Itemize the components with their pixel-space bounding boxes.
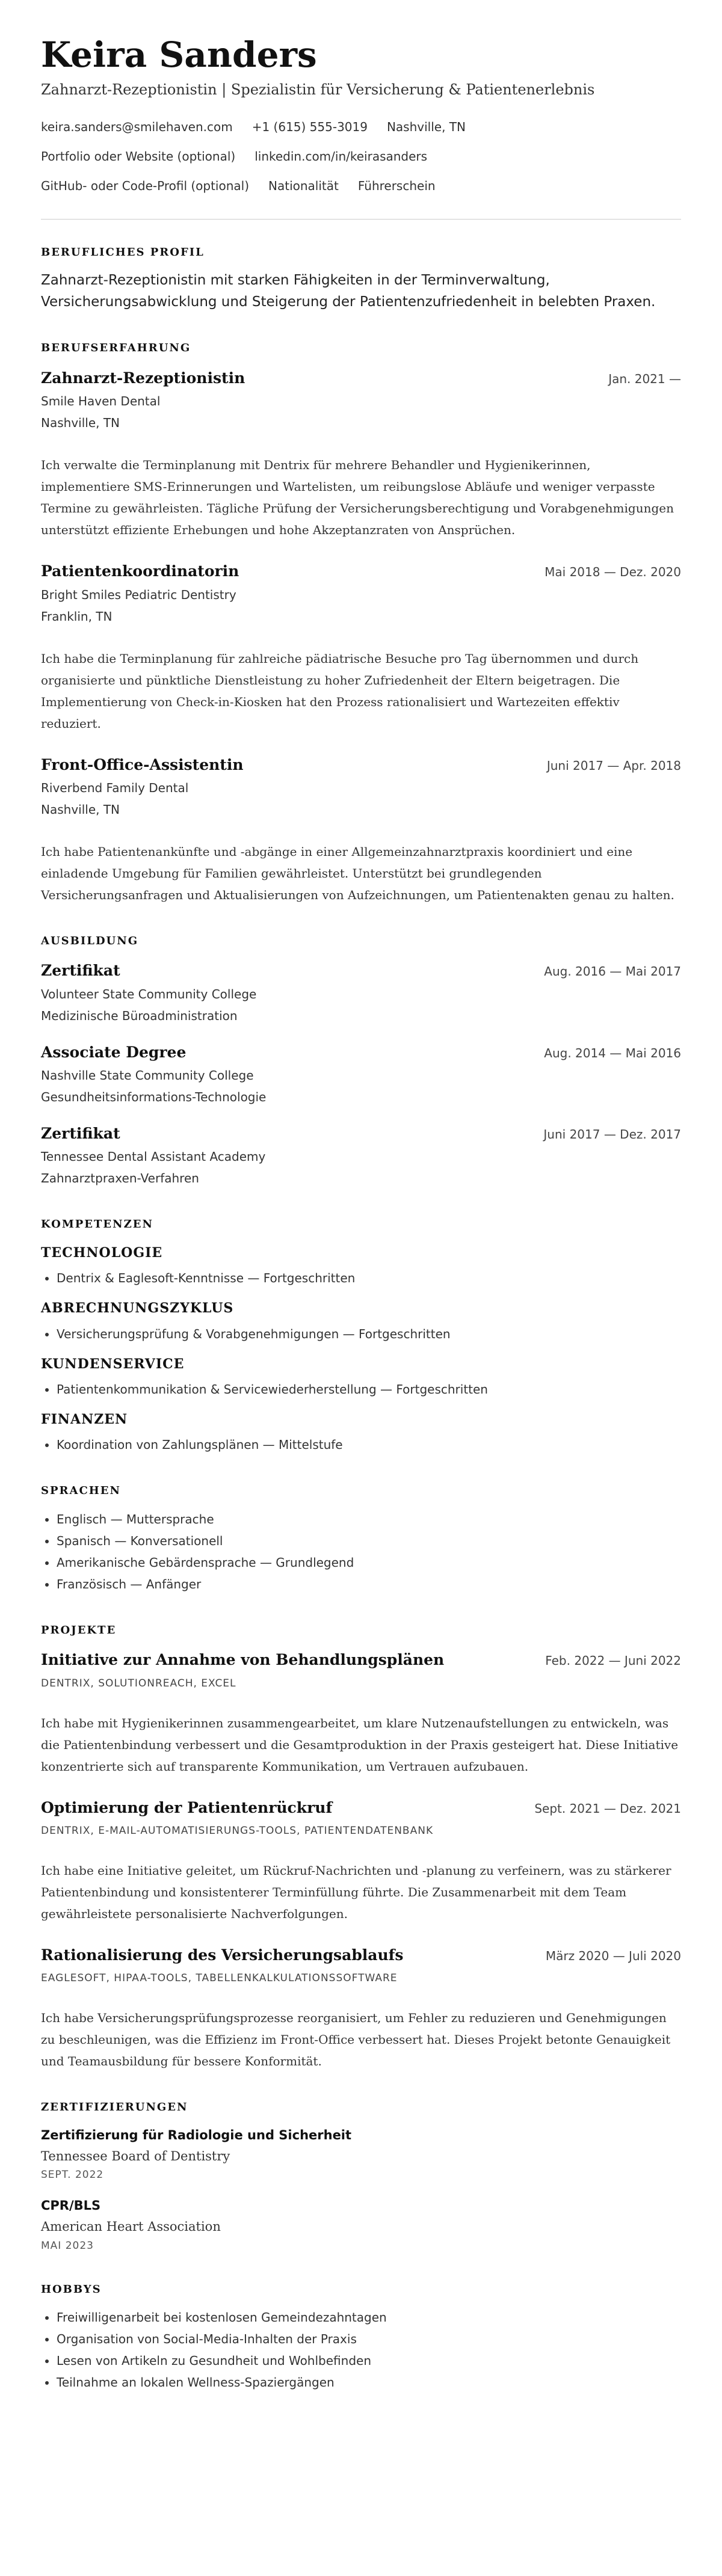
certifications-section [41, 2098, 681, 2254]
skill-item: • Koordination von Zahlungsplänen — Mittelstufe [57, 1434, 681, 1456]
candidate-name: Keira Sanders [41, 34, 317, 75]
school-name: Nashville State Community College [41, 1068, 254, 1083]
section-heading: BERUFSERFAHRUNG [41, 342, 191, 355]
certification-title: Zertifizierung für Radiologie und Sicherheit [41, 2128, 352, 2143]
degree-title: Associate Degree [41, 1043, 187, 1061]
education-entry [41, 958, 681, 1026]
project-dates: März 2020 — Juli 2020 [545, 1949, 681, 1964]
certification-date: MAI 2023 [41, 2239, 94, 2252]
certification-entry [41, 2125, 681, 2183]
hobby-item: • Organisation von Social-Media-Inhalten der Praxis [57, 2328, 681, 2350]
school-name: Volunteer State Community College [41, 986, 257, 1001]
job-company: Bright Smiles Pediatric Dentistry [41, 587, 236, 602]
section-heading: PROJEKTE [41, 1623, 117, 1637]
contact-nationality: Nationalität [268, 179, 339, 194]
contact-row-3 [41, 176, 681, 196]
contact-location: Nashville, TN [386, 120, 466, 135]
skill-group-title: KUNDENSERVICE [41, 1356, 185, 1372]
projects-section [41, 1622, 681, 2073]
profile-section [41, 244, 681, 313]
hobby-item: • Lesen von Artikeln zu Gesundheit und Wohlbefinden [57, 2350, 681, 2372]
job-description: Ich verwalte die Terminplanung mit Dentrix für mehrere Behandler und Hygienikerinnen, implementiere SMS-Erinnerungen und Wartelisten, um reibungslose Abläufe und weniger verpasste Termine zu gewährleisten. Tägliche Prüfung der Versicherungsberechtigung und Vorabgenehmigungen unterstützt effiziente Erhebungen und hohe Akzeptanzraten von Ansprüchen. [41, 458, 674, 538]
project-dates: Feb. 2022 — Juni 2022 [545, 1653, 681, 1668]
hobbies-section [41, 2281, 681, 2394]
project-tags: DENTRIX, SOLUTIONREACH, EXCEL [41, 1677, 236, 1689]
hobby-item: • Teilnahme an lokalen Wellness-Spaziergängen [57, 2372, 681, 2393]
school-name: Tennessee Dental Assistant Academy [41, 1149, 266, 1164]
hobby-item: • Freiwilligenarbeit bei kostenlosen Gemeindezahntagen [57, 2307, 681, 2328]
project-entry [41, 1943, 681, 2072]
job-dates: Mai 2018 — Dez. 2020 [545, 565, 681, 580]
experience-entry [41, 366, 681, 541]
degree-title: Zertifikat [41, 962, 120, 980]
project-tags: DENTRIX, E-MAIL-AUTOMATISIERUNGS-TOOLS, PATIENTENDATENBANK [41, 1825, 434, 1837]
job-company: Riverbend Family Dental [41, 780, 189, 795]
project-title: Optimierung der Patientenrückruf [41, 1798, 333, 1816]
languages-list [41, 1508, 681, 1595]
job-location: Nashville, TN [41, 802, 120, 817]
job-location: Nashville, TN [41, 416, 120, 431]
contact-linkedin[interactable]: linkedin.com/in/keirasanders [255, 149, 428, 164]
certification-issuer: American Heart Association [41, 2219, 221, 2234]
skill-group [41, 1242, 681, 1289]
field-of-study: Gesundheitsinformations-Technologie [41, 1089, 267, 1104]
education-dates: Juni 2017 — Dez. 2017 [543, 1127, 681, 1142]
skill-group [41, 1353, 681, 1400]
project-entry [41, 1647, 681, 1777]
job-company: Smile Haven Dental [41, 394, 161, 409]
experience-section [41, 339, 681, 905]
skill-item: • Versicherungsprüfung & Vorabgenehmigungen — Fortgeschritten [57, 1323, 681, 1345]
section-heading: BERUFLICHES PROFIL [41, 246, 205, 259]
section-heading: SPRACHEN [41, 1484, 121, 1498]
language-item: • Französisch — Anfänger [57, 1573, 681, 1595]
skill-group [41, 1409, 681, 1456]
education-entry [41, 1040, 681, 1108]
certification-date: SEPT. 2022 [41, 2169, 104, 2181]
education-entry [41, 1121, 681, 1189]
certification-issuer: Tennessee Board of Dentistry [41, 2148, 230, 2163]
field-of-study: Medizinische Büroadministration [41, 1008, 238, 1023]
experience-entry [41, 752, 681, 906]
header-divider [41, 219, 681, 220]
project-tags: EAGLESOFT, HIPAA-TOOLS, TABELLENKALKULATIONSSOFTWARE [41, 1972, 398, 1985]
language-item: • Spanisch — Konversationell [57, 1530, 681, 1552]
field-of-study: Zahnarztpraxen-Verfahren [41, 1171, 199, 1186]
project-dates: Sept. 2021 — Dez. 2021 [534, 1801, 681, 1816]
job-title: Zahnarzt-Rezeptionistin [41, 369, 245, 387]
section-heading: HOBBYS [41, 2282, 102, 2296]
language-item: • Englisch — Muttersprache [57, 1508, 681, 1530]
skill-group-title: FINANZEN [41, 1411, 128, 1427]
hobbies-list [41, 2307, 681, 2393]
skill-item: • Dentrix & Eaglesoft-Kenntnisse — Fortgeschritten [57, 1267, 681, 1289]
language-item: • Amerikanische Gebärdensprache — Grundlegend [57, 1552, 681, 1573]
project-title: Rationalisierung des Versicherungsablaufs [41, 1946, 404, 1964]
job-title: Front-Office-Assistentin [41, 755, 244, 773]
contact-row-1 [41, 117, 681, 137]
certification-title: CPR/BLS [41, 2198, 101, 2213]
job-dates: Juni 2017 — Apr. 2018 [546, 758, 681, 773]
education-section [41, 932, 681, 1189]
project-description: Ich habe eine Initiative geleitet, um Rückruf-Nachrichten und -planung zu verfeinern, was zu stärkerer Patientenbindung und konsistenterer Terminfüllung führte. Die Zusammenarbeit mit dem Team gewährleistete personalisierte Nachverfolgungen. [41, 1863, 671, 1922]
section-heading: ZERTIFIZIERUNGEN [41, 2101, 188, 2114]
skill-group-title: TECHNOLOGIE [41, 1244, 163, 1261]
project-entry [41, 1795, 681, 1925]
languages-section [41, 1482, 681, 1595]
skill-group [41, 1297, 681, 1344]
contact-license: Führerschein [357, 179, 436, 194]
project-description: Ich habe Versicherungsprüfungsprozesse reorganisiert, um Fehler zu reduzieren und Genehmigungen zu beschleunigen, was die Effizienz im Front-Office verbessert hat. Dieses Projekt betonte Genauigkeit und Teamausbildung für bessere Konformität. [41, 2011, 671, 2069]
education-dates: Aug. 2014 — Mai 2016 [544, 1045, 681, 1060]
contact-portfolio[interactable]: Portfolio oder Website (optional) [41, 149, 236, 164]
section-heading: AUSBILDUNG [41, 934, 139, 947]
job-description: Ich habe die Terminplanung für zahlreiche pädiatrische Besuche pro Tag übernommen und durch organisierte und pünktliche Dienstleistung zu hoher Zufriedenheit der Eltern beigetragen. Die Implementierung von Check-in-Kiosken hat den Prozess rationalisiert und Wartezeiten effektiv reduziert. [41, 651, 639, 731]
education-dates: Aug. 2016 — Mai 2017 [544, 964, 681, 979]
skill-group-title: ABRECHNUNGSZYKLUS [41, 1300, 234, 1317]
skills-section [41, 1216, 681, 1456]
resume-header [41, 36, 681, 196]
degree-title: Zertifikat [41, 1124, 120, 1142]
certification-entry [41, 2195, 681, 2254]
contact-email[interactable]: keira.sanders@smilehaven.com [41, 120, 233, 135]
job-title: Patientenkoordinatorin [41, 562, 239, 580]
section-heading: KOMPETENZEN [41, 1218, 153, 1231]
job-location: Franklin, TN [41, 609, 113, 624]
profile-summary: Zahnarzt-Rezeptionistin mit starken Fähigkeiten in der Terminverwaltung, Versicherungsabwicklung und Steigerung der Patientenzufriedenheit in belebten Praxen. [41, 272, 656, 310]
candidate-title: Zahnarzt-Rezeptionistin | Spezialistin für Versicherung & Patientenerlebnis [41, 81, 595, 98]
job-description: Ich habe Patientenankünfte und -abgänge in einer Allgemeinzahnarztpraxis koordiniert und eine einladende Umgebung für Familien gewährleistet. Unterstützt bei grundlegenden Versicherungsanfragen und Aktualisierungen von Aufzeichnungen, um Patientenakten genau zu halten. [41, 844, 674, 902]
project-description: Ich habe mit Hygienikerinnen zusammengearbeitet, um klare Nutzenaufstellungen zu entwickeln, was die Patientenbindung verbessert und die Gesamtproduktion in der Praxis gesteigert hat. Diese Initiative konzentrierte sich auf transparente Kommunikation, um Vertrauen aufzubauen. [41, 1715, 679, 1774]
contact-github[interactable]: GitHub- oder Code-Profil (optional) [41, 179, 250, 194]
contact-row-2 [41, 147, 681, 167]
skill-item: • Patientenkommunikation & Servicewiederherstellung — Fortgeschritten [57, 1379, 681, 1400]
project-title: Initiative zur Annahme von Behandlungsplänen [41, 1651, 445, 1669]
experience-entry [41, 559, 681, 734]
job-dates: Jan. 2021 — [608, 372, 681, 387]
contact-phone[interactable]: +1 (615) 555-3019 [251, 120, 368, 135]
